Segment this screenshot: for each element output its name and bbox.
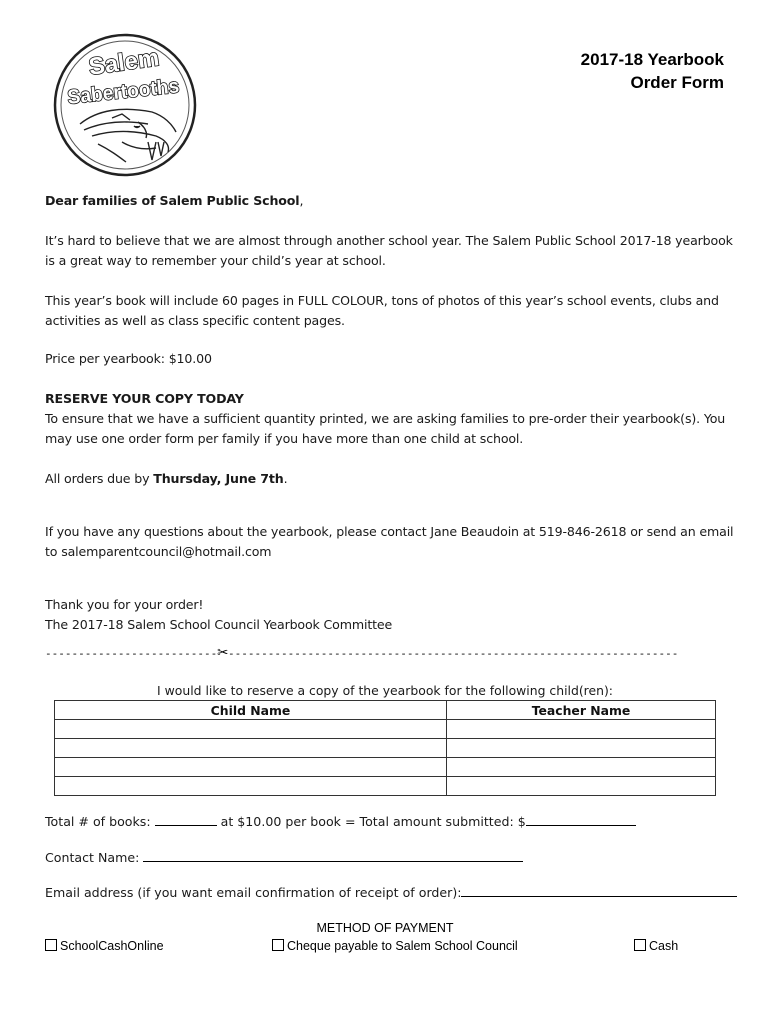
- table-row: [55, 777, 716, 796]
- cash-checkbox[interactable]: [634, 939, 646, 951]
- payment-option-cheque[interactable]: [272, 939, 518, 953]
- reserve-paragraph: To ensure that we have a sufficient quantity printed, we are asking families to pre-order their yearbook(s). You may use one order form per family if you have more than one child at school.: [45, 411, 726, 446]
- cash-label: Cash: [649, 939, 679, 953]
- payment-heading: METHOD OF PAYMENT: [316, 921, 454, 935]
- greeting-text: Dear families of Salem Public School: [45, 193, 300, 208]
- schoolcash-label: SchoolCashOnline: [60, 939, 164, 953]
- child-name-cell[interactable]: [55, 739, 447, 758]
- total-amount-field[interactable]: [526, 813, 636, 826]
- table-row: [55, 758, 716, 777]
- cut-dashes-left: --------------------------: [45, 647, 218, 660]
- intro-paragraph: It’s hard to believe that we are almost through another school year. The Salem Public School 2017-18 yearbook is a great way to remember your child’s year at school.: [45, 233, 733, 268]
- teacher-name-cell[interactable]: [447, 720, 716, 739]
- payment-option-schoolcash[interactable]: [45, 939, 164, 953]
- children-table: [54, 700, 716, 796]
- contents-paragraph: This year’s book will include 60 pages in FULL COLOUR, tons of photos of this year’s school events, clubs and activities as well as class specific content pages.: [45, 293, 719, 328]
- title-line-1: 2017-18 Yearbook: [580, 50, 724, 69]
- logo-text-salem: Salem: [87, 44, 161, 81]
- email-field[interactable]: [461, 884, 737, 897]
- contact-name-line: [45, 849, 523, 865]
- contact-paragraph: If you have any questions about the yearbook, please contact Jane Beaudoin at 519-846-2618 or send an email to salemparentcouncil@hotmail.com: [45, 524, 734, 559]
- child-name-cell[interactable]: [55, 758, 447, 777]
- contact-name-field[interactable]: [143, 849, 523, 862]
- cheque-label: Cheque payable to Salem School Council: [287, 939, 518, 953]
- teacher-name-cell[interactable]: [447, 777, 716, 796]
- total-books-line: [45, 813, 636, 829]
- cut-dashes-right: --------------------------------------------------------------------: [228, 647, 679, 660]
- due-date: Thursday, June 7th: [153, 471, 284, 486]
- table-header-row: [55, 701, 716, 720]
- due-prefix: All orders due by: [45, 471, 154, 486]
- email-label: Email address (if you want email confirmation of receipt of order):: [45, 885, 462, 900]
- signoff-line: The 2017-18 Salem School Council Yearbook Committee: [45, 617, 393, 632]
- table-caption: I would like to reserve a copy of the yearbook for the following child(ren):: [157, 683, 613, 698]
- logo-text-sabertooths: Sabertooths: [66, 74, 185, 109]
- due-suffix: .: [283, 471, 288, 486]
- greeting: [45, 191, 735, 211]
- school-logo: [52, 32, 198, 178]
- child-name-cell[interactable]: [55, 720, 447, 739]
- cut-line: [45, 642, 725, 662]
- teacher-name-cell[interactable]: [447, 758, 716, 777]
- email-line: [45, 884, 737, 900]
- schoolcash-checkbox[interactable]: [45, 939, 57, 951]
- contact-name-label: Contact Name:: [45, 850, 144, 865]
- total-books-field[interactable]: [155, 813, 217, 826]
- thanks-line: Thank you for your order!: [45, 597, 204, 612]
- total-books-label: Total # of books:: [45, 814, 155, 829]
- table-row: [55, 720, 716, 739]
- column-header-child-name: Child Name: [55, 701, 447, 720]
- payment-option-cash[interactable]: [634, 939, 678, 953]
- greeting-comma: ,: [299, 193, 304, 208]
- reserve-heading: RESERVE YOUR COPY TODAY: [45, 391, 244, 406]
- sabertooth-head-icon: [80, 109, 176, 162]
- title-line-2: Order Form: [630, 73, 724, 92]
- teacher-name-cell[interactable]: [447, 739, 716, 758]
- scissors-icon: ✂: [217, 642, 229, 662]
- price-line: Price per yearbook: $10.00: [45, 351, 212, 366]
- form-title: [581, 48, 724, 94]
- cheque-checkbox[interactable]: [272, 939, 284, 951]
- column-header-teacher-name: Teacher Name: [447, 701, 716, 720]
- due-date-line: [45, 469, 735, 489]
- child-name-cell[interactable]: [55, 777, 447, 796]
- total-amount-label: at $10.00 per book = Total amount submitted: $: [216, 814, 526, 829]
- table-row: [55, 739, 716, 758]
